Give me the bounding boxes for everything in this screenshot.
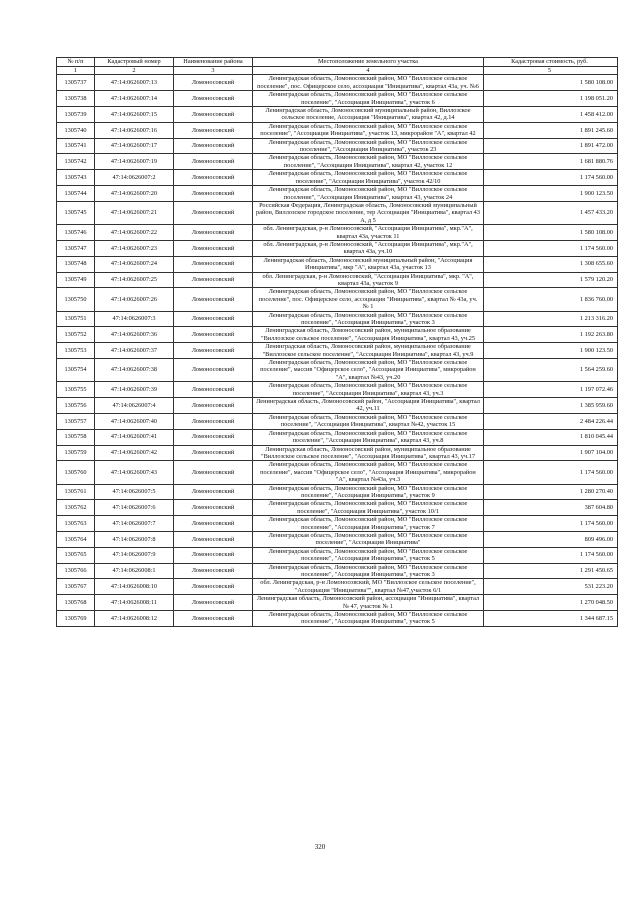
cell-cadastral-cost: 1 836 760.00	[484, 288, 618, 311]
table-row	[57, 201, 618, 224]
table-row	[57, 327, 618, 343]
cell-cadastral-number: 47:14:0626007:22	[95, 225, 174, 241]
cell-number: 1305766	[57, 563, 95, 579]
cell-cadastral-number: 47:14:0626007:14	[95, 91, 174, 107]
cell-number: 1305754	[57, 359, 95, 382]
cell-district: Ломоносовский	[174, 429, 253, 445]
table-row	[57, 91, 618, 107]
col-index: 4	[253, 67, 484, 75]
col-header-district: Наименование района	[174, 58, 253, 67]
table-row	[57, 461, 618, 484]
table-row	[57, 311, 618, 327]
cell-number: 1305769	[57, 611, 95, 627]
cell-cadastral-cost: 387 604.80	[484, 500, 618, 516]
cell-number: 1305742	[57, 154, 95, 170]
cell-location: Ленинградская область, Ломоносовский район, МО "Виллозское сельское поселение", "Ассоциация Инициатива", участок 42/10	[253, 170, 484, 186]
cell-location: Ленинградская область, Ломоносовский район, МО "Виллозское сельское поселение", "Ассоциация Инициатива", участок 23	[253, 138, 484, 154]
table-row	[57, 563, 618, 579]
cell-district: Ломоносовский	[174, 288, 253, 311]
cell-district: Ломоносовский	[174, 595, 253, 611]
cell-cadastral-cost: 1 344 687.15	[484, 611, 618, 627]
cell-cadastral-cost: 1 457 433.20	[484, 201, 618, 224]
cell-cadastral-number: 47:14:0626007:9	[95, 547, 174, 563]
cell-number: 1305749	[57, 272, 95, 288]
cell-cadastral-cost: 1 174 560.00	[484, 547, 618, 563]
cell-location: Ленинградская область, Ломоносовский район, ассоциация "Инициатива", квартал № 47, участок № 1	[253, 595, 484, 611]
col-index: 2	[95, 67, 174, 75]
table-row	[57, 382, 618, 398]
cell-cadastral-number: 47:14:0626007:25	[95, 272, 174, 288]
table-row	[57, 484, 618, 500]
cell-cadastral-number: 47:14:0626007:20	[95, 186, 174, 202]
cell-cadastral-cost: 1 579 120.20	[484, 272, 618, 288]
cell-cadastral-number: 47:14:0626007:4	[95, 398, 174, 414]
cell-district: Ломоносовский	[174, 500, 253, 516]
cell-cadastral-cost: 1 174 560.00	[484, 170, 618, 186]
cell-district: Ломоносовский	[174, 359, 253, 382]
table-row	[57, 547, 618, 563]
col-header-cadastral-cost: Кадастровая стоимость, руб.	[484, 58, 618, 67]
cell-cadastral-number: 47:14:0626007:43	[95, 461, 174, 484]
cell-number: 1305758	[57, 429, 95, 445]
cell-cadastral-cost: 1 174 560.00	[484, 461, 618, 484]
cell-location: Ленинградская область, Ломоносовский район, МО "Виллозское сельское поселение", массив "Офицерское село", "Ассоциация Инициатива", микрорайон "А", квартал №43а, уч.3	[253, 461, 484, 484]
cell-location: Ленинградская область, Ломоносовский район, МО "Виллозское сельское поселение", "Ассоциация Инициатива", участок 13, микрорайон "А", квартал 42	[253, 122, 484, 138]
cell-location: Ленинградская область, Ломоносовский район, МО "Виллозское сельское поселение", "Ассоциация Инициатива", квартал 43, уч.3	[253, 382, 484, 398]
cell-district: Ломоносовский	[174, 311, 253, 327]
cell-number: 1305751	[57, 311, 95, 327]
cell-location: Ленинградская область, Ломоносовский район, МО "Виллозское сельское поселение", "Ассоциация Инициатива", квартал 43, участок 24	[253, 186, 484, 202]
cell-district: Ломоносовский	[174, 154, 253, 170]
cell-cadastral-cost: 2 484 226.44	[484, 413, 618, 429]
cell-location: Ленинградская область, Ломоносовский район, МО "Виллозское сельское поселение", "Ассоциация Инициатива", участок 5	[253, 547, 484, 563]
table-row	[57, 256, 618, 272]
table-row	[57, 429, 618, 445]
cell-district: Ломоносовский	[174, 579, 253, 595]
cell-cadastral-cost: 1 907 104.00	[484, 445, 618, 461]
col-header-location: Местоположение земельного участка	[253, 58, 484, 67]
cell-location: Ленинградская область, Ломоносовский район, МО "Виллозское сельское поселение", пос. Офицерское село, ассоциация "Инициатива", квартал 43а, уч. №6	[253, 75, 484, 91]
col-header-cadastral-number: Кадастровый номер	[95, 58, 174, 67]
cell-number: 1305743	[57, 170, 95, 186]
cell-number: 1305768	[57, 595, 95, 611]
cell-location: обл. Ленинградская, р-н Ломоносовский, "Ассоциация Инициатива", мкр."А", квартал 43а, участок 11	[253, 225, 484, 241]
table-row	[57, 225, 618, 241]
cell-cadastral-cost: 1 564 259.60	[484, 359, 618, 382]
cell-number: 1305764	[57, 531, 95, 547]
cell-cadastral-number: 47:14:0626007:3	[95, 311, 174, 327]
cell-cadastral-number: 47:14:0626007:17	[95, 138, 174, 154]
cell-district: Ломоносовский	[174, 138, 253, 154]
cell-location: обл. Ленинградская, р-н Ломоносовский, "Ассоциация Инициатива", мкр."А", квартал 43а, уч.10	[253, 240, 484, 256]
cell-cadastral-number: 47:14:0626007:24	[95, 256, 174, 272]
cell-number: 1305739	[57, 107, 95, 123]
cell-district: Ломоносовский	[174, 343, 253, 359]
cell-location: Ленинградская область, Ломоносовский район, муниципальное образование "Виллозское сельское поселение", "Ассоциация Инициатива", квартал 43, уч.25	[253, 327, 484, 343]
col-index: 5	[484, 67, 618, 75]
cell-cadastral-number: 47:14:0626007:26	[95, 288, 174, 311]
cell-location: Ленинградская область, Ломоносовский район, МО "Виллозское сельское поселение", массив "Офицерское село", "Ассоциация Инициатива", микрорайон "А", квартал №43, уч.20	[253, 359, 484, 382]
cell-number: 1305753	[57, 343, 95, 359]
cell-location: Ленинградская область, Ломоносовский район, МО "Виллозское сельское поселение", "Ассоциация Инициатива", участок 6	[253, 91, 484, 107]
col-index: 3	[174, 67, 253, 75]
cell-cadastral-number: 47:14:0626008:12	[95, 611, 174, 627]
table-row	[57, 398, 618, 414]
cell-location: Ленинградская область, Ломоносовский муниципальный район, Виллозское сельское поселение, Ассоциация "Инициатива", квартал 42, д.14	[253, 107, 484, 123]
cell-location: Ленинградская область, Ломоносовский район, МО "Виллозское сельское поселение", "Ассоциация Инициатива", квартал 43, уч.8	[253, 429, 484, 445]
cell-location: Российская Федерация, Ленинградская область, Ломоносовский муниципальный район, Виллозское городское поселение, тер Ассоциация "Инициатива", квартал 43 А, д 5	[253, 201, 484, 224]
table-row	[57, 611, 618, 627]
cell-cadastral-number: 47:14:0626007:39	[95, 382, 174, 398]
cell-cadastral-cost: 1 198 051.20	[484, 91, 618, 107]
cell-district: Ломоносовский	[174, 186, 253, 202]
cell-cadastral-number: 47:14:0626007:6	[95, 500, 174, 516]
cell-district: Ломоносовский	[174, 201, 253, 224]
cell-district: Ломоносовский	[174, 461, 253, 484]
cell-location: Ленинградская область, Ломоносовский район, МО "Виллозское сельское поселение", "Ассоциация Инициатива", участок 5	[253, 611, 484, 627]
table-row	[57, 445, 618, 461]
cell-cadastral-cost: 1 270 048.50	[484, 595, 618, 611]
cell-cadastral-number: 47:14:0626007:15	[95, 107, 174, 123]
cell-cadastral-number: 47:14:0626007:38	[95, 359, 174, 382]
cell-number: 1305741	[57, 138, 95, 154]
cell-cadastral-number: 47:14:0626007:19	[95, 154, 174, 170]
cell-location: Ленинградская область, Ломоносовский район, муниципальное образование "Виллозское сельское поселение", "Ассоциация Инициатива", квартал 43, уч.17	[253, 445, 484, 461]
cell-cadastral-cost: 1 900 123.50	[484, 343, 618, 359]
cell-number: 1305747	[57, 240, 95, 256]
cell-location: Ленинградская область, Ломоносовский район, МО "Виллозское сельское поселение", "Ассоциация Инициатива", квартал №42, участок 15	[253, 413, 484, 429]
cell-cadastral-number: 47:14:0626007:5	[95, 484, 174, 500]
cell-cadastral-cost: 1 308 655.60	[484, 256, 618, 272]
table-row	[57, 154, 618, 170]
cell-location: Ленинградская область, Ломоносовский район, муниципальное образование "Виллозское сельское поселение", "Ассоциация Инициатива", квартал 43, уч.9	[253, 343, 484, 359]
cell-cadastral-number: 47:14:0626008:11	[95, 595, 174, 611]
cell-district: Ломоносовский	[174, 240, 253, 256]
cell-number: 1305767	[57, 579, 95, 595]
table-row	[57, 500, 618, 516]
table-header-row	[57, 58, 618, 67]
cell-number: 1305760	[57, 461, 95, 484]
cell-number: 1305765	[57, 547, 95, 563]
cell-cadastral-number: 47:14:0626007:8	[95, 531, 174, 547]
table-row	[57, 516, 618, 532]
table-row	[57, 186, 618, 202]
cell-location: Ленинградская область, Ломоносовский район, МО "Виллозское сельское поселение", "Ассоциация Инициатива", квартал 42, участок 12	[253, 154, 484, 170]
cell-cadastral-cost: 1 174 560.00	[484, 240, 618, 256]
cell-number: 1305738	[57, 91, 95, 107]
cell-cadastral-cost: 1 891 245.60	[484, 122, 618, 138]
cell-location: Ленинградская область, Ломоносовский район, "Ассоциация Инициатива", квартал 42, уч.11	[253, 398, 484, 414]
cell-cadastral-number: 47:14:0626008:10	[95, 579, 174, 595]
cell-cadastral-cost: 1 192 263.80	[484, 327, 618, 343]
table-row	[57, 288, 618, 311]
cell-number: 1305763	[57, 516, 95, 532]
cell-cadastral-number: 47:14:0626007:37	[95, 343, 174, 359]
cell-cadastral-cost: 1 580 108.00	[484, 75, 618, 91]
cell-district: Ломоносовский	[174, 122, 253, 138]
cell-district: Ломоносовский	[174, 107, 253, 123]
cell-cadastral-cost: 1 280 270.40	[484, 484, 618, 500]
cell-district: Ломоносовский	[174, 382, 253, 398]
table-row	[57, 170, 618, 186]
cell-location: Ленинградская область, Ломоносовский район, МО "Виллозское сельское поселение", "Ассоциация Инициатива"	[253, 531, 484, 547]
col-index: 1	[57, 67, 95, 75]
cell-number: 1305750	[57, 288, 95, 311]
cell-number: 1305748	[57, 256, 95, 272]
cell-cadastral-cost: 1 385 959.60	[484, 398, 618, 414]
cell-number: 1305762	[57, 500, 95, 516]
cell-number: 1305744	[57, 186, 95, 202]
cell-district: Ломоносовский	[174, 413, 253, 429]
cell-number: 1305761	[57, 484, 95, 500]
table-row	[57, 579, 618, 595]
table-row	[57, 531, 618, 547]
table-row	[57, 359, 618, 382]
cell-number: 1305745	[57, 201, 95, 224]
cell-cadastral-cost: 1 900 123.50	[484, 186, 618, 202]
cell-cadastral-cost: 531 223.20	[484, 579, 618, 595]
cell-district: Ломоносовский	[174, 547, 253, 563]
cell-location: Ленинградская область, Ломоносовский район, МО "Виллозское сельское поселение", "Ассоциация Инициатива", участок 10/1	[253, 500, 484, 516]
cell-district: Ломоносовский	[174, 398, 253, 414]
cell-cadastral-number: 47:14:0626007:41	[95, 429, 174, 445]
cell-district: Ломоносовский	[174, 225, 253, 241]
cell-location: обл. Ленинградская, р-н Ломоносовский, "Ассоциация Инициатива", мкр. "А", квартал 43а, участок 9	[253, 272, 484, 288]
table-row	[57, 413, 618, 429]
cell-cadastral-number: 47:14:0626007:13	[95, 75, 174, 91]
table-row	[57, 107, 618, 123]
column-index-row	[57, 67, 618, 75]
cell-district: Ломоносовский	[174, 531, 253, 547]
table-row	[57, 138, 618, 154]
table-row	[57, 272, 618, 288]
table-row	[57, 122, 618, 138]
cell-cadastral-cost: 1 458 412.00	[484, 107, 618, 123]
table-row	[57, 343, 618, 359]
cell-cadastral-number: 47:14:0626007:23	[95, 240, 174, 256]
cell-location: Ленинградская область, Ломоносовский район, МО "Виллозское сельское поселение", "Ассоциация Инициатива", участок 9	[253, 484, 484, 500]
cell-number: 1305740	[57, 122, 95, 138]
cell-cadastral-number: 47:14:0626007:36	[95, 327, 174, 343]
cell-cadastral-cost: 1 580 108.00	[484, 225, 618, 241]
cell-district: Ломоносовский	[174, 611, 253, 627]
cadastral-value-table	[56, 57, 618, 627]
cell-location: Ленинградская область, Ломоносовский район, МО "Виллозское сельское поселение", "Ассоциация Инициатива", участок 7	[253, 516, 484, 532]
cell-cadastral-cost: 1 174 560.00	[484, 516, 618, 532]
cell-district: Ломоносовский	[174, 91, 253, 107]
cell-number: 1305737	[57, 75, 95, 91]
table-row	[57, 75, 618, 91]
cell-cadastral-number: 47:14:0626007:7	[95, 516, 174, 532]
cell-cadastral-number: 47:14:0626007:40	[95, 413, 174, 429]
cell-number: 1305752	[57, 327, 95, 343]
cell-district: Ломоносовский	[174, 516, 253, 532]
cell-cadastral-cost: 1 810 045.44	[484, 429, 618, 445]
cell-location: Ленинградская область, Ломоносовский муниципальный район, "Ассоциация Инициатива", мкр "А", квартал 43а, участок 13	[253, 256, 484, 272]
cell-cadastral-cost: 1 291 450.65	[484, 563, 618, 579]
table-body	[57, 75, 618, 626]
cell-number: 1305746	[57, 225, 95, 241]
cell-cadastral-number: 47:14:0626007:42	[95, 445, 174, 461]
cell-number: 1305757	[57, 413, 95, 429]
page-number: 320	[314, 843, 326, 851]
table-row	[57, 595, 618, 611]
cell-district: Ломоносовский	[174, 563, 253, 579]
cell-district: Ломоносовский	[174, 75, 253, 91]
cell-number: 1305759	[57, 445, 95, 461]
cell-cadastral-number: 47:14:0626008:1	[95, 563, 174, 579]
cell-cadastral-number: 47:14:0626007:2	[95, 170, 174, 186]
cell-cadastral-number: 47:14:0626007:21	[95, 201, 174, 224]
cell-cadastral-cost: 1 197 072.46	[484, 382, 618, 398]
cell-cadastral-cost: 1 681 880.76	[484, 154, 618, 170]
col-header-number: № п/п	[57, 58, 95, 67]
cell-cadastral-cost: 1 891 472.00	[484, 138, 618, 154]
cell-location: Ленинградская область, Ломоносовский район, МО "Виллозское сельское поселение", "Ассоциация Инициатива", участок 3	[253, 311, 484, 327]
cell-cadastral-cost: 1 213 316.20	[484, 311, 618, 327]
cell-district: Ломоносовский	[174, 327, 253, 343]
cell-district: Ломоносовский	[174, 445, 253, 461]
cell-cadastral-cost: 809 496.00	[484, 531, 618, 547]
cell-district: Ломоносовский	[174, 484, 253, 500]
cell-district: Ломоносовский	[174, 170, 253, 186]
cell-location: Ленинградская область, Ломоносовский район, МО "Виллозское сельское поселение", пос. Офицерское село, ассоциация "Инициатива", квартал № 43а, уч. № 1	[253, 288, 484, 311]
cell-location: Ленинградская область, Ломоносовский район, МО "Виллозское сельское поселение", "Ассоциация Инициатива", участок 3	[253, 563, 484, 579]
cell-district: Ломоносовский	[174, 256, 253, 272]
cell-location: обл. Ленинградская, р-н Ломоносовский, МО "Виллозское сельское поселение", "Ассоциация "Инициатива"", квартал №47,участок 6/1	[253, 579, 484, 595]
cell-cadastral-number: 47:14:0626007:16	[95, 122, 174, 138]
cell-number: 1305755	[57, 382, 95, 398]
table-row	[57, 240, 618, 256]
cell-number: 1305756	[57, 398, 95, 414]
cell-district: Ломоносовский	[174, 272, 253, 288]
